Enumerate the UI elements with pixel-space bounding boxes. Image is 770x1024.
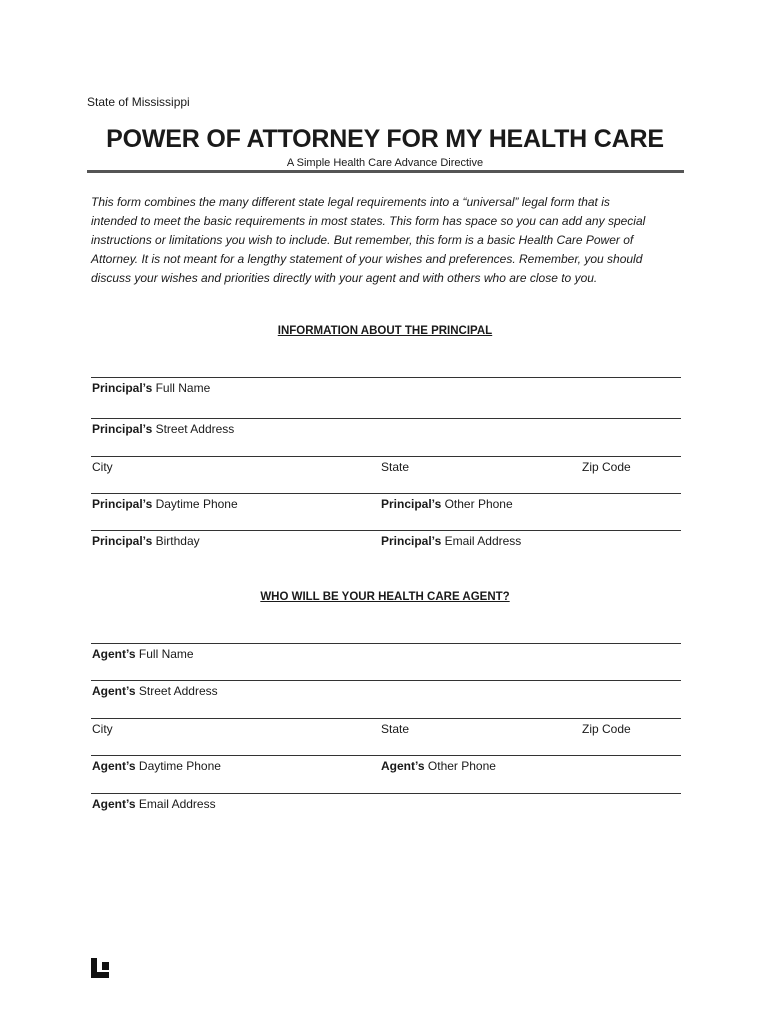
- agent-street-address-label: [92, 684, 218, 698]
- intro-line: Attorney. It is not meant for a lengthy statement of your wishes and preferences. Remember, you should: [91, 252, 643, 266]
- street-address-text: Street Address: [155, 422, 235, 436]
- agent-city-label: City: [92, 722, 113, 736]
- principal-prefix: Principal’s: [381, 497, 442, 511]
- agent-city-state-zip-line[interactable]: [91, 718, 681, 719]
- intro-paragraph: [91, 193, 681, 288]
- agent-street-address-line[interactable]: [91, 680, 681, 681]
- daytime-phone-text: Daytime Phone: [138, 759, 221, 773]
- principal-daytime-phone-label: [92, 497, 238, 511]
- agent-prefix: Agent’s: [92, 647, 136, 661]
- principal-birthday-email-line[interactable]: [91, 530, 681, 531]
- title-divider: [87, 170, 684, 173]
- agent-other-phone-label: [381, 759, 496, 773]
- agent-prefix: Agent’s: [92, 797, 136, 811]
- street-address-text: Street Address: [138, 684, 218, 698]
- full-name-text: Full Name: [138, 647, 194, 661]
- intro-line: intended to meet the basic requirements in most states. This form has space so you can add any special: [91, 214, 646, 228]
- agent-prefix: Agent’s: [381, 759, 425, 773]
- principal-phone-line[interactable]: [91, 493, 681, 494]
- principal-state-label: State: [381, 460, 410, 474]
- agent-section-heading: WHO WILL BE YOUR HEALTH CARE AGENT?: [260, 591, 510, 603]
- principal-city-label: City: [92, 460, 113, 474]
- page-title: POWER OF ATTORNEY FOR MY HEALTH CARE: [106, 125, 664, 153]
- intro-line: discuss your wishes and priorities directly with your agent and with others who are close to you.: [91, 271, 598, 285]
- principal-section-heading: INFORMATION ABOUT THE PRINCIPAL: [277, 325, 493, 337]
- agent-phone-line[interactable]: [91, 755, 681, 756]
- intro-line: instructions or limitations you wish to include. But remember, this form is a basic Health Care Power of: [91, 233, 634, 247]
- intro-line: This form combines the many different state legal requirements into a “universal” legal form that is: [91, 195, 610, 209]
- principal-email-label: [381, 534, 521, 548]
- principal-city-state-zip-line[interactable]: [91, 456, 681, 457]
- agent-prefix: Agent’s: [92, 759, 136, 773]
- agent-daytime-phone-label: [92, 759, 221, 773]
- agent-zip-label: Zip Code: [582, 722, 631, 736]
- principal-zip-label: Zip Code: [582, 460, 631, 474]
- agent-full-name-line[interactable]: [91, 643, 681, 644]
- full-name-text: Full Name: [155, 381, 211, 395]
- agent-email-label: [92, 797, 216, 811]
- agent-full-name-label: [92, 647, 194, 661]
- email-text: Email Address: [138, 797, 216, 811]
- principal-street-address-line[interactable]: [91, 418, 681, 419]
- state-label: State of Mississippi: [87, 95, 190, 109]
- agent-email-line[interactable]: [91, 793, 681, 794]
- document-logo-icon: [91, 958, 109, 978]
- agent-prefix: Agent’s: [92, 684, 136, 698]
- page-subtitle: A Simple Health Care Advance Directive: [286, 157, 484, 169]
- other-phone-text: Other Phone: [427, 759, 496, 773]
- principal-prefix: Principal’s: [92, 422, 153, 436]
- principal-other-phone-label: [381, 497, 513, 511]
- principal-prefix: Principal’s: [92, 381, 153, 395]
- principal-prefix: Principal’s: [92, 534, 153, 548]
- principal-birthday-label: [92, 534, 200, 548]
- principal-full-name-line[interactable]: [91, 377, 681, 378]
- principal-prefix: Principal’s: [381, 534, 442, 548]
- other-phone-text: Other Phone: [444, 497, 513, 511]
- email-text: Email Address: [444, 534, 522, 548]
- birthday-text: Birthday: [155, 534, 200, 548]
- daytime-phone-text: Daytime Phone: [155, 497, 238, 511]
- principal-prefix: Principal’s: [92, 497, 153, 511]
- principal-street-address-label: [92, 422, 234, 436]
- principal-full-name-label: [92, 381, 210, 395]
- agent-state-label: State: [381, 722, 410, 736]
